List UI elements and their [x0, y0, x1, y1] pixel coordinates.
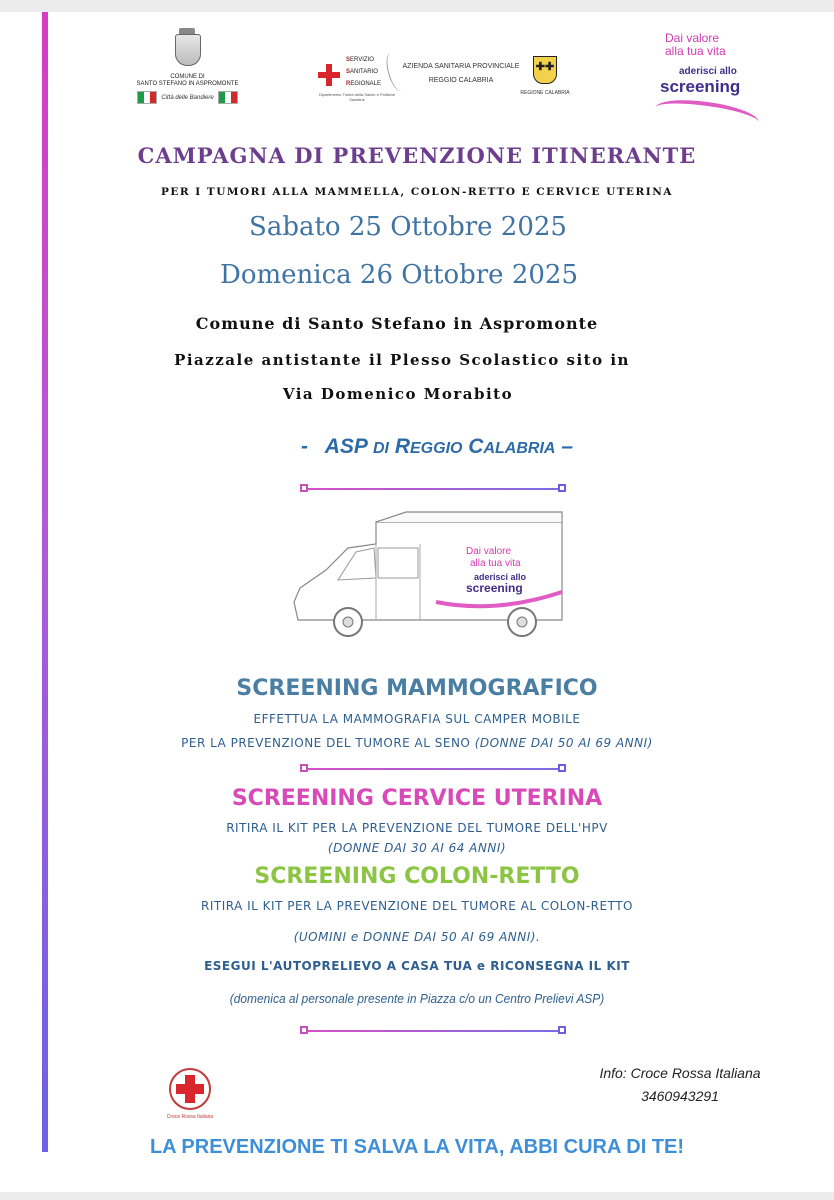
bottom-band [0, 1192, 834, 1200]
asp-line2: REGGIO CALABRIA [428, 77, 494, 84]
italian-flag-icon [218, 91, 238, 104]
van-text-line4: screening [466, 581, 523, 595]
asp-logo [402, 60, 520, 88]
campaign-title: CAMPAGNA DI PREVENZIONE ITINERANTE [137, 143, 697, 168]
divider-2 [300, 764, 566, 774]
comune-crest-icon [175, 34, 201, 66]
asp-line1: AZIENDA SANITARIA PROVINCIALE [402, 63, 520, 70]
badge-swoosh [654, 95, 761, 135]
regione-label: REGIONE CALABRIA [520, 90, 570, 96]
badge-line3: aderisci allo [679, 66, 737, 77]
regione-logo [518, 56, 572, 96]
regione-shield-icon: ✚✚ [533, 56, 557, 84]
asp-banner: - ASP DI REGGIO CALABRIA – [301, 435, 573, 458]
screening-cervice-line2: (DONNE DAI 30 AI 64 ANNI) [327, 841, 507, 855]
italian-flag-icon [137, 91, 157, 104]
screening-mammo-title: SCREENING MAMMOGRAFICO [236, 676, 598, 701]
autoprelievo-text: ESEGUI L'AUTOPRELIEVO A CASA TUA e RICONSEGNA IL KIT [204, 959, 630, 973]
date-saturday: Sabato 25 Ottobre 2025 [249, 212, 567, 242]
location-line2: Piazzale antistante il Plesso Scolastico sito in [174, 351, 630, 369]
comune-line1: COMUNE DI [170, 74, 205, 80]
left-accent-line [42, 12, 48, 1152]
screening-cervice-line1: RITIRA IL KIT PER LA PREVENZIONE DEL TUMORE DELL'HPV [226, 821, 608, 835]
date-sunday: Domenica 26 Ottobre 2025 [219, 260, 579, 290]
slogan: LA PREVENZIONE TI SALVA LA VITA, ABBI CURA DI TE! [149, 1136, 685, 1158]
comune-logo [130, 34, 245, 104]
croce-rossa-label: Croce Rossa Italiana [166, 1114, 214, 1120]
info-line1: Info: Croce Rossa Italiana [599, 1065, 761, 1081]
ssr-letters: SERVIZIO SANITARIO REGIONALE [346, 57, 382, 87]
location-line3: Via Domenico Morabito [282, 385, 514, 403]
screening-badge [655, 24, 759, 128]
van-text-line3: aderisci allo [474, 572, 527, 582]
comune-motto: Città delle Bandiere [161, 94, 214, 101]
croce-rossa-icon [169, 1068, 211, 1110]
camper-van-illustration [286, 504, 570, 640]
screening-colon-line1: RITIRA IL KIT PER LA PREVENZIONE DEL TUMORE AL COLON-RETTO [201, 899, 633, 913]
campaign-subtitle: PER I TUMORI ALLA MAMMELLA, COLON-RETTO E CERVICE UTERINA [161, 186, 673, 198]
top-band [0, 0, 834, 12]
divider-1 [300, 484, 566, 494]
ssr-subtitle: Dipartimento Tutela della Salute e Politiche Sanitarie [318, 92, 396, 102]
badge-line4: screening [660, 77, 741, 96]
info-contact [560, 1062, 800, 1108]
screening-colon-title: SCREENING COLON-RETTO [254, 864, 580, 889]
info-phone: 3460943291 [641, 1088, 719, 1104]
van-text-line2: alla tua vita [470, 558, 521, 569]
screening-mammo-line2: PER LA PREVENZIONE DEL TUMORE AL SENO (DONNE DAI 50 AI 69 ANNI) [181, 736, 653, 750]
comune-line2: SANTO STEFANO IN ASPROMONTE [136, 81, 239, 87]
screening-mammo-line1: EFFETTUA LA MAMMOGRAFIA SUL CAMPER MOBILE [253, 712, 581, 726]
location-line1: Comune di Santo Stefano in Aspromonte [195, 314, 599, 333]
van-text-line1: Dai valore [466, 546, 512, 557]
screening-cervice-title: SCREENING CERVICE UTERINA [231, 786, 603, 811]
screening-colon-line2: (UOMINI e DONNE DAI 50 AI 69 ANNI). [293, 930, 541, 944]
badge-line1: Dai valore alla tua vita [665, 31, 726, 58]
divider-3 [300, 1026, 566, 1036]
croce-rossa-logo [158, 1068, 222, 1120]
comune-flag-row [130, 91, 245, 104]
red-cross-icon [318, 64, 340, 86]
autoprelievo-note: (domenica al personale presente in Piazza c/o un Centro Prelievi ASP) [229, 991, 605, 1006]
